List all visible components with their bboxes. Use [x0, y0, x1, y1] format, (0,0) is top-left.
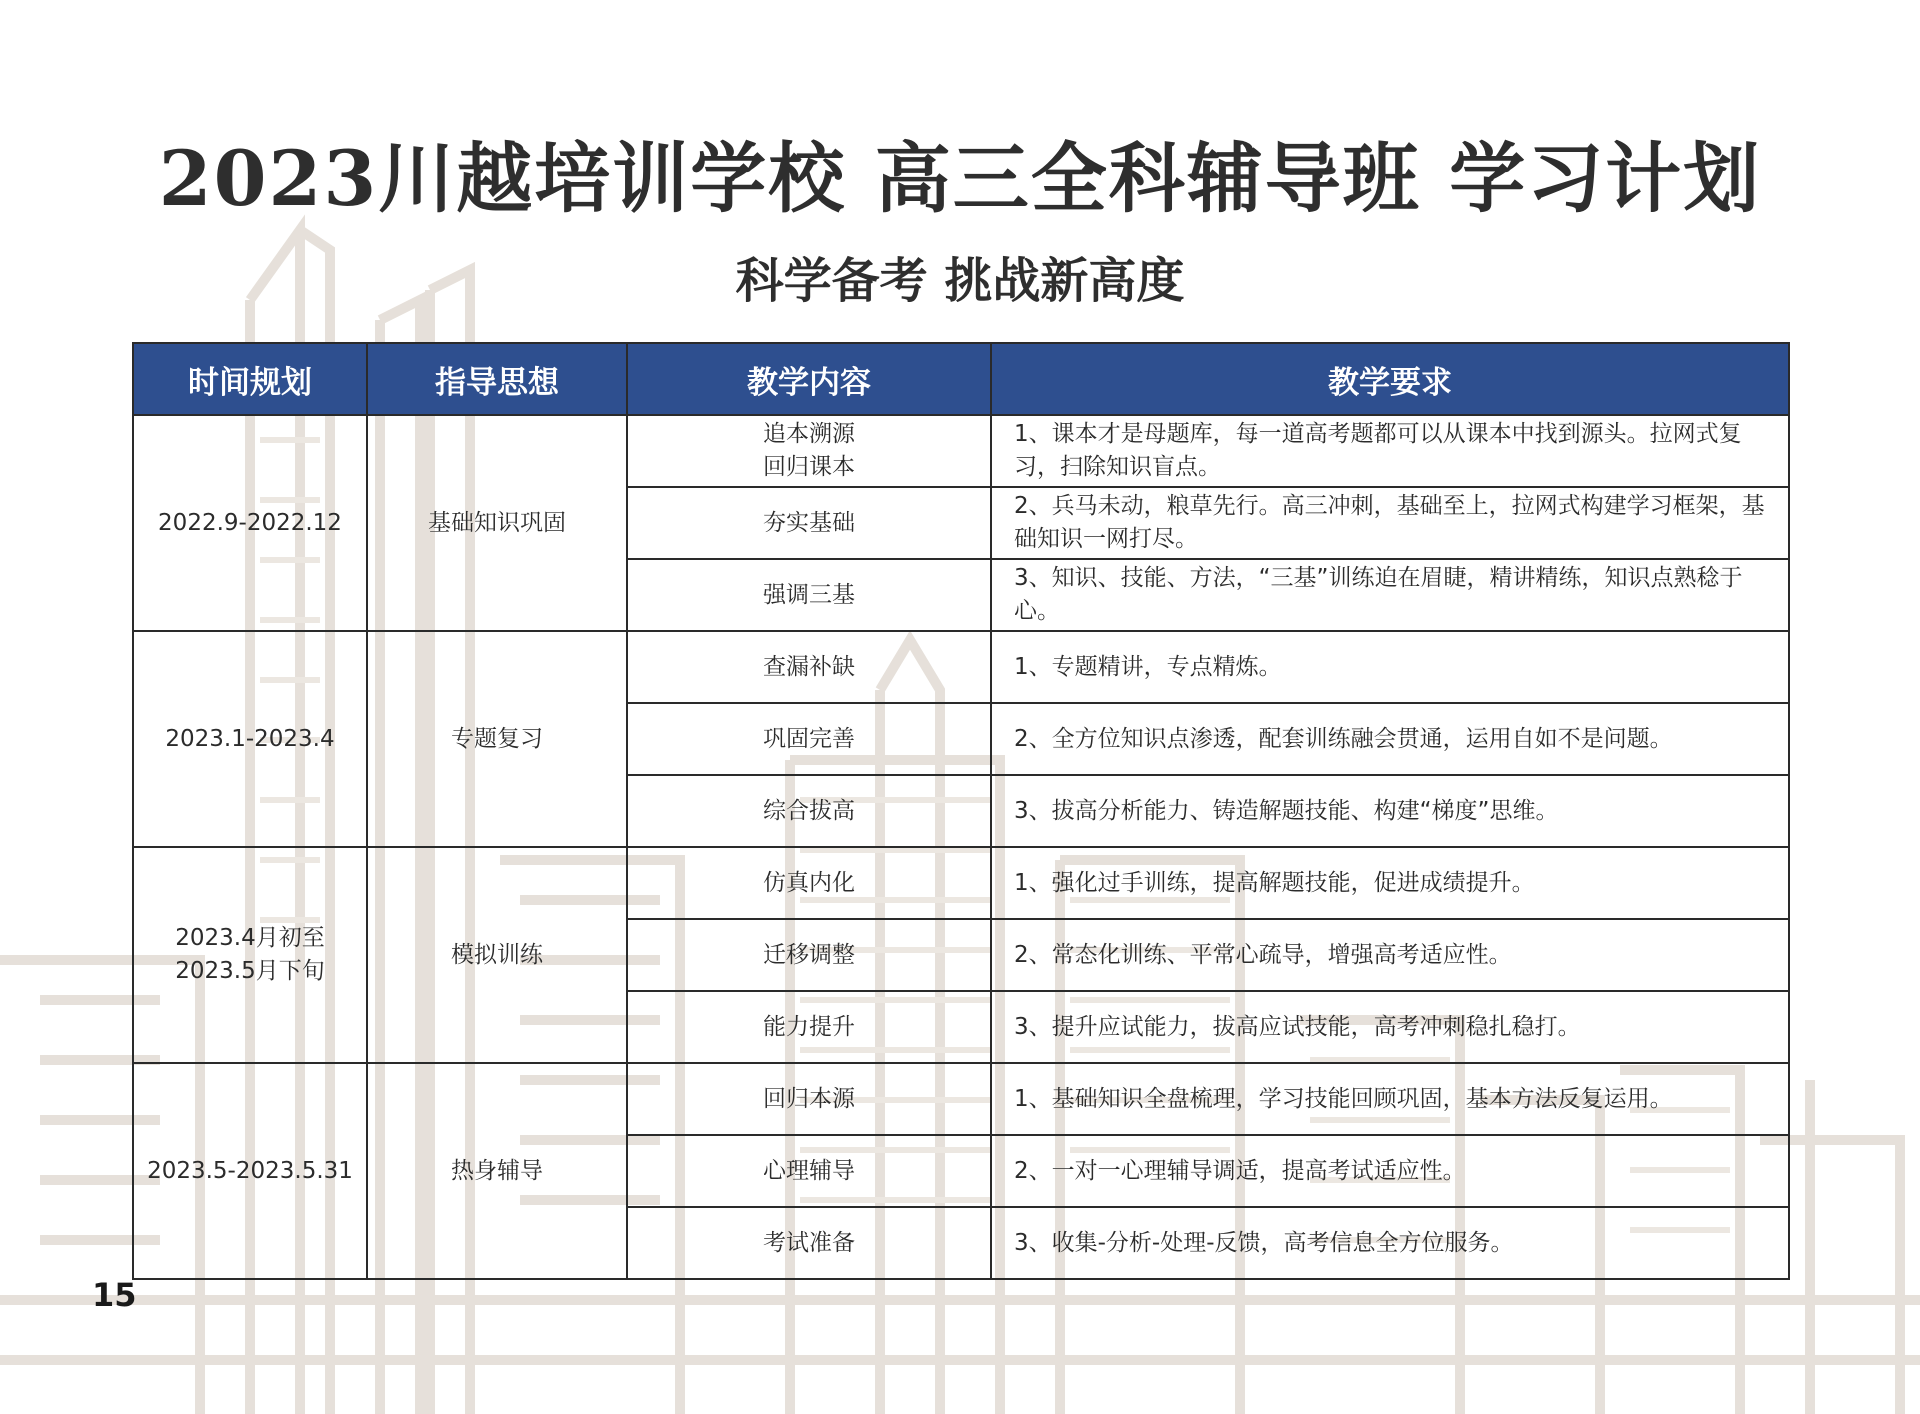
header-teaching-content: 教学内容 — [627, 343, 991, 415]
requirement-cell: 1、强化过手训练，提高解题技能，促进成绩提升。 — [991, 847, 1789, 919]
requirement-cell: 3、提升应试能力，拔高应试技能，高考冲刺稳扎稳打。 — [991, 991, 1789, 1063]
phase-time: 2023.4月初至 2023.5月下旬 — [133, 847, 367, 1063]
phase-time: 2023.1-2023.4 — [133, 631, 367, 847]
requirement-cell: 3、拔高分析能力、铸造解题技能、构建“梯度”思维。 — [991, 775, 1789, 847]
requirement-cell: 3、知识、技能、方法，“三基”训练迫在眉睫，精讲精练，知识点熟稔于心。 — [991, 559, 1789, 631]
requirement-cell: 2、全方位知识点渗透，配套训练融会贯通，运用自如不是问题。 — [991, 703, 1789, 775]
requirement-cell: 1、基础知识全盘梳理，学习技能回顾巩固，基本方法反复运用。 — [991, 1063, 1789, 1135]
requirement-cell: 1、课本才是母题库，每一道高考题都可以从课本中找到源头。拉网式复习，扫除知识盲点。 — [991, 415, 1789, 487]
content-cell: 仿真内化 — [627, 847, 991, 919]
phase-time: 2023.5-2023.5.31 — [133, 1063, 367, 1279]
phase-guide: 热身辅导 — [367, 1063, 627, 1279]
table-header-row — [133, 343, 1789, 415]
content-cell: 考试准备 — [627, 1207, 991, 1279]
content-cell: 回归本源 — [627, 1063, 991, 1135]
header-time-plan: 时间规划 — [133, 343, 367, 415]
requirement-cell: 2、常态化训练、平常心疏导，增强高考适应性。 — [991, 919, 1789, 991]
page-number: 15 — [92, 1276, 137, 1314]
requirement-cell: 2、兵马未动，粮草先行。高三冲刺，基础至上，拉网式构建学习框架，基础知识一网打尽。 — [991, 487, 1789, 559]
phase-guide: 专题复习 — [367, 631, 627, 847]
content-cell: 迁移调整 — [627, 919, 991, 991]
content-cell: 能力提升 — [627, 991, 991, 1063]
page-title: 2023川越培训学校 高三全科辅导班 学习计划 — [158, 134, 1762, 223]
content-cell: 巩固完善 — [627, 703, 991, 775]
phase-guide: 模拟训练 — [367, 847, 627, 1063]
content-cell: 夯实基础 — [627, 487, 991, 559]
content-cell: 心理辅导 — [627, 1135, 991, 1207]
content-line: 追本溯源 — [763, 421, 855, 447]
phase-time: 2022.9-2022.12 — [133, 415, 367, 631]
page-subtitle: 科学备考 挑战新高度 — [735, 253, 1185, 309]
table-row — [133, 847, 1789, 919]
table-row — [133, 631, 1789, 703]
table-row — [133, 1063, 1789, 1135]
content-cell — [627, 415, 991, 487]
header-guiding-idea: 指导思想 — [367, 343, 627, 415]
content-line: 回归课本 — [763, 454, 855, 480]
content-cell: 强调三基 — [627, 559, 991, 631]
phase-guide: 基础知识巩固 — [367, 415, 627, 631]
requirement-cell: 2、一对一心理辅导调适，提高考试适应性。 — [991, 1135, 1789, 1207]
content-cell: 查漏补缺 — [627, 631, 991, 703]
header-teaching-requirement: 教学要求 — [991, 343, 1789, 415]
requirement-cell: 3、收集-分析-处理-反馈，高考信息全方位服务。 — [991, 1207, 1789, 1279]
study-plan-table — [132, 342, 1790, 1280]
content-cell: 综合拔高 — [627, 775, 991, 847]
table-row — [133, 415, 1789, 487]
requirement-cell: 1、专题精讲，专点精炼。 — [991, 631, 1789, 703]
